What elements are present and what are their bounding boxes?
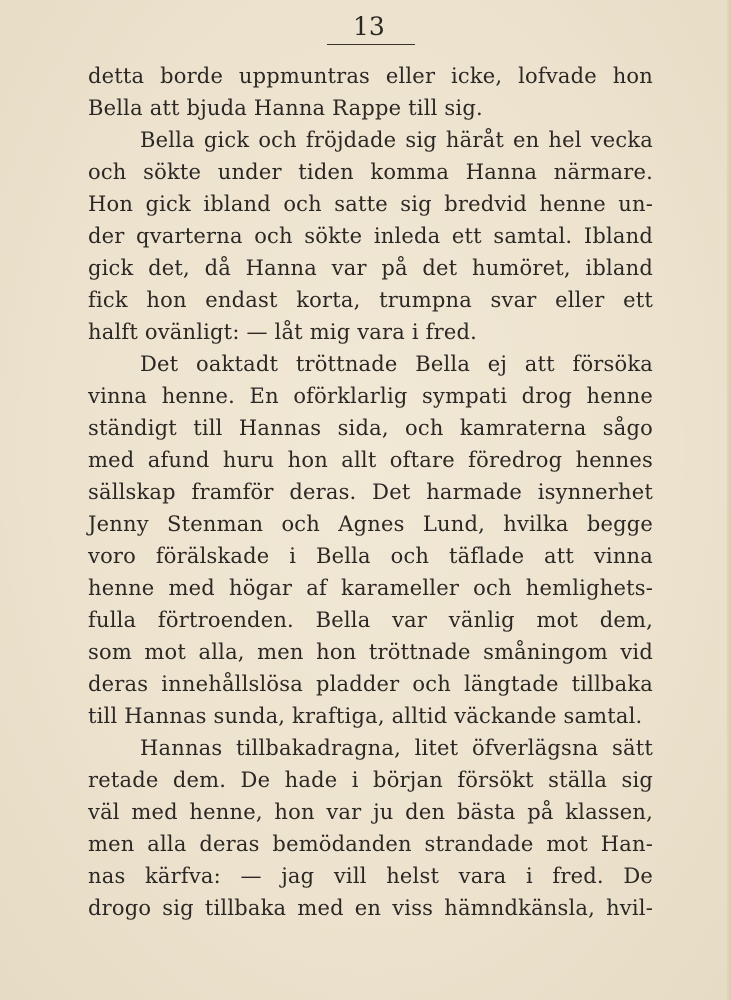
text-line: vinna henne. En oförklarlig sympati drog henne	[88, 384, 653, 408]
text-line: detta borde uppmuntras eller icke, lofvade hon	[88, 64, 653, 88]
text-line: Hon gick ibland och satte sig bredvid henne un-	[88, 192, 653, 216]
text-line: men alla deras bemödanden strandade mot Han-	[88, 832, 653, 856]
body-text	[88, 60, 653, 924]
text-line: Hannas tillbakadragna, litet öfverlägsna sätt	[140, 736, 653, 760]
text-line: drogo sig tillbaka med en viss hämndkänsla, hvil-	[88, 896, 653, 920]
text-line: halft ovänligt: — låt mig vara i fred.	[88, 320, 478, 344]
text-line: Det oaktadt tröttnade Bella ej att försöka	[140, 352, 653, 376]
text-line: till Hannas sunda, kraftiga, alltid väckande samtal.	[88, 704, 643, 728]
text-line: med afund huru hon allt oftare föredrog hennes	[88, 448, 653, 472]
page-edge	[727, 0, 731, 1000]
page-number: 13	[353, 12, 385, 41]
text-line: fick hon endast korta, trumpna svar eller ett	[88, 288, 653, 312]
text-line: Jenny Stenman och Agnes Lund, hvilka begge	[88, 512, 653, 536]
text-line: Bella att bjuda Hanna Rappe till sig.	[88, 96, 483, 120]
text-line: deras innehållslösa pladder och längtade tillbaka	[88, 672, 653, 696]
header-rule	[327, 44, 415, 45]
text-line: och sökte under tiden komma Hanna närmare.	[88, 160, 653, 184]
text-line: ständigt till Hannas sida, och kamraterna sågo	[88, 416, 653, 440]
text-line: fulla förtroenden. Bella var vänlig mot dem,	[88, 608, 653, 632]
text-line: sällskap framför deras. Det harmade isynnerhet	[88, 480, 653, 504]
text-line: som mot alla, men hon tröttnade småningom vid	[88, 640, 653, 664]
text-line: nas kärfva: — jag vill helst vara i fred. De	[88, 864, 653, 888]
text-line: väl med henne, hon var ju den bästa på klassen,	[88, 800, 653, 824]
text-line: gick det, då Hanna var på det humöret, ibland	[88, 256, 653, 280]
text-line: retade dem. De hade i början försökt ställa sig	[88, 768, 653, 792]
text-line: der qvarterna och sökte inleda ett samtal. Ibland	[88, 224, 653, 248]
text-line: voro förälskade i Bella och täflade att vinna	[88, 544, 653, 568]
text-line: henne med högar af karameller och hemlighets-	[88, 576, 653, 600]
text-line: Bella gick och fröjdade sig häråt en hel vecka	[140, 128, 653, 152]
